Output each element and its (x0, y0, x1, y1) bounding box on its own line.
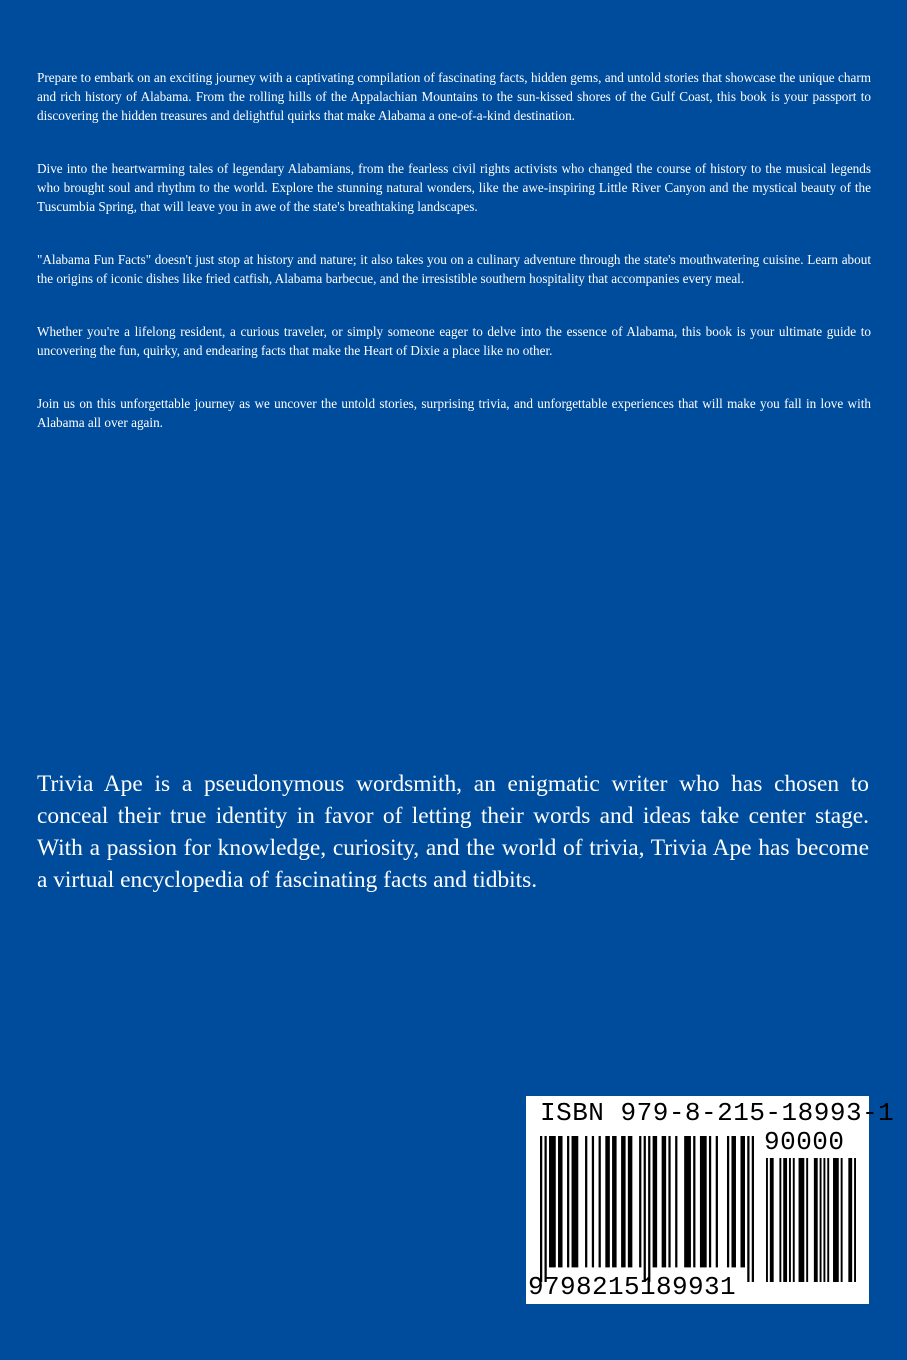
barcode-bar (599, 1136, 601, 1267)
barcode-bar (716, 1136, 718, 1267)
barcode-bar (833, 1158, 839, 1282)
barcode-bar (779, 1158, 781, 1282)
isbn-label: ISBN 979-8-215-18993-1 (540, 1098, 895, 1128)
description-paragraph-3: "Alabama Fun Facts" doesn't just stop at history and nature; it also takes you on a culinary adventure through the state's mouthwatering cuisine. Learn about the origins of iconic dishes like fried catfish, Alabama barbecue, and the irresistible southern hospitality that accompanies every meal. (37, 252, 871, 286)
isbn-barcode (526, 1096, 895, 1304)
barcode-bar (783, 1158, 787, 1282)
barcode-bar (841, 1158, 843, 1282)
barcode-bar (684, 1136, 691, 1267)
barcode-bar (752, 1136, 754, 1282)
barcode-bar (662, 1136, 667, 1267)
book-description (37, 68, 871, 466)
barcode-bar (806, 1158, 808, 1282)
barcode-bar (558, 1136, 563, 1267)
barcode-bar (793, 1158, 795, 1282)
barcode-bar (799, 1158, 805, 1282)
price-code: 90000 (764, 1127, 845, 1157)
barcode-bar (644, 1136, 646, 1282)
barcode-bar (820, 1158, 822, 1282)
description-paragraph-1: Prepare to embark on an exciting journey with a captivating compilation of fascinating facts, hidden gems, and untold stories that showcase the unique charm and rich history of Alabama. From the rolling hills of the Appalachian Mountains to the sun-kissed shores of the Gulf Coast, this book is your passport to discovering the hidden treasures and delightful quirks that make Alabama a one-of-a-kind destination. (37, 70, 871, 123)
barcode-bar (549, 1136, 556, 1267)
barcode-bar (648, 1136, 650, 1282)
barcode-bar (668, 1136, 670, 1267)
barcode-bar (585, 1136, 587, 1267)
description-paragraph-2: Dive into the heartwarming tales of legendary Alabamians, from the fearless civil rights activists who changed the course of history to the musical legends who brought soul and rhythm to the world. Explore the stunning natural wonders, like the awe-inspiring Little River Canyon and the mystical beauty of the Tuscumbia Spring, that will leave you in awe of the state's breathtaking landscapes. (37, 161, 871, 214)
barcode-bar (770, 1158, 774, 1282)
barcode-bar (675, 1136, 677, 1267)
barcode-bar (727, 1136, 729, 1267)
barcode-bar (827, 1158, 829, 1282)
barcode-bar (612, 1136, 617, 1267)
addon-bars (766, 1158, 856, 1282)
barcode-digits: 9798215189931 (528, 1272, 737, 1302)
barcode-bar (747, 1136, 749, 1282)
description-paragraph-5: Join us on this unforgettable journey as we uncover the untold stories, surprising trivia, and unforgettable experiences that will make you fall in love with Alabama all over again. (37, 396, 871, 430)
barcode-bar (848, 1158, 852, 1282)
barcode-bar (700, 1136, 707, 1267)
barcode-bar (854, 1158, 856, 1282)
barcode-bar (592, 1136, 594, 1267)
barcode-bar (605, 1136, 610, 1267)
ean13-bars (540, 1136, 754, 1282)
barcode-bar (639, 1136, 641, 1267)
barcode-bar (731, 1136, 736, 1267)
barcode-bar (540, 1136, 542, 1282)
barcode-bar (572, 1136, 579, 1267)
barcode-bar (693, 1136, 695, 1267)
barcode-bar (823, 1158, 825, 1282)
barcode-bar (740, 1136, 745, 1267)
barcode-bar (766, 1158, 768, 1282)
author-bio: Trivia Ape is a pseudonymous wordsmith, an enigmatic writer who has chosen to conceal their true identity in favor of letting their words and ideas take center stage. With a passion for knowledge, curiosity, and the world of trivia, Trivia Ape has become a virtual encyclopedia of fascinating facts and tidbits. (37, 771, 869, 893)
barcode-bar (621, 1136, 626, 1267)
barcode-bar (709, 1136, 711, 1267)
barcode-bar (545, 1136, 547, 1282)
barcode-bar (628, 1136, 633, 1267)
description-paragraph-4: Whether you're a lifelong resident, a curious traveler, or simply someone eager to delve into the essence of Alabama, this book is your ultimate guide to uncovering the fun, quirky, and endearing facts that make the Heart of Dixie a place like no other. (37, 324, 871, 358)
barcode-bar (567, 1136, 569, 1267)
barcode-bar (653, 1136, 658, 1267)
barcode-bar (789, 1158, 791, 1282)
barcode-bar (814, 1158, 818, 1282)
